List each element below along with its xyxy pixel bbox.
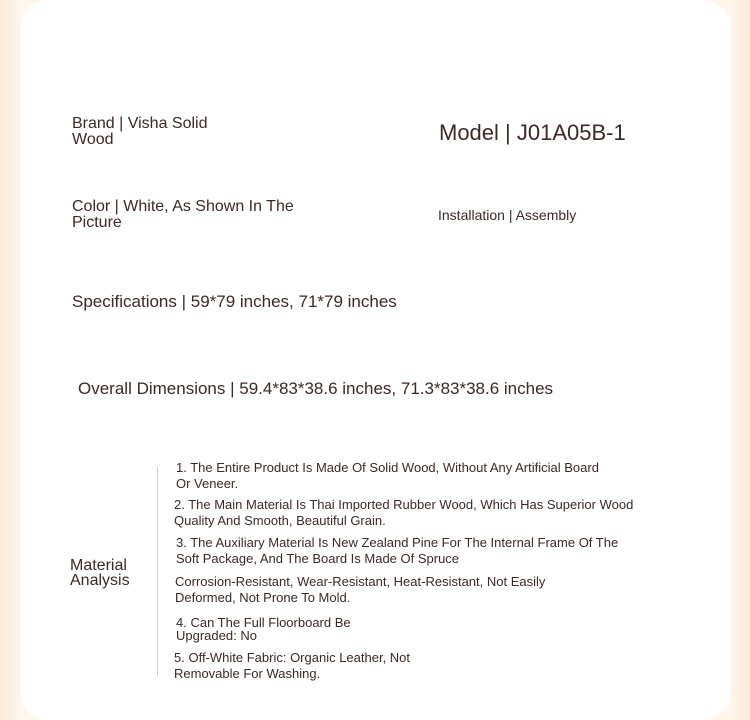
installation-label: Installation | Assembly bbox=[438, 207, 577, 223]
material-item-3: 3. The Auxiliary Material Is New Zealand Pine For The Internal Frame Of The Soft Package, And The Board Is Made Of Spruce bbox=[176, 535, 619, 566]
material-analysis-heading: Material Analysis bbox=[70, 557, 130, 589]
content-card bbox=[20, 0, 731, 720]
brand-label: Brand | Visha Solid Wood bbox=[72, 115, 208, 148]
material-item-3-continued: Corrosion-Resistant, Wear-Resistant, Heat-Resistant, Not Easily Deformed, Not Prone To Mold. bbox=[175, 574, 546, 605]
material-item-4: 4. Can The Full Floorboard Be Upgraded: No bbox=[176, 615, 351, 643]
model-label: Model | J01A05B-1 bbox=[439, 120, 626, 145]
specifications-label: Specifications | 59*79 inches, 71*79 inches bbox=[72, 292, 397, 311]
section-divider bbox=[157, 467, 158, 676]
material-item-2: 2. The Main Material Is Thai Imported Rubber Wood, Which Has Superior Wood Quality And Smooth, Beautiful Grain. bbox=[174, 497, 634, 528]
overall-dimensions-label: Overall Dimensions | 59.4*83*38.6 inches, 71.3*83*38.6 inches bbox=[78, 379, 554, 398]
material-item-1: 1. The Entire Product Is Made Of Solid Wood, Without Any Artificial Board Or Veneer. bbox=[176, 460, 599, 491]
material-item-5: 5. Off-White Fabric: Organic Leather, Not Removable For Washing. bbox=[174, 650, 411, 681]
color-label: Color | White, As Shown In The Picture bbox=[72, 198, 294, 231]
